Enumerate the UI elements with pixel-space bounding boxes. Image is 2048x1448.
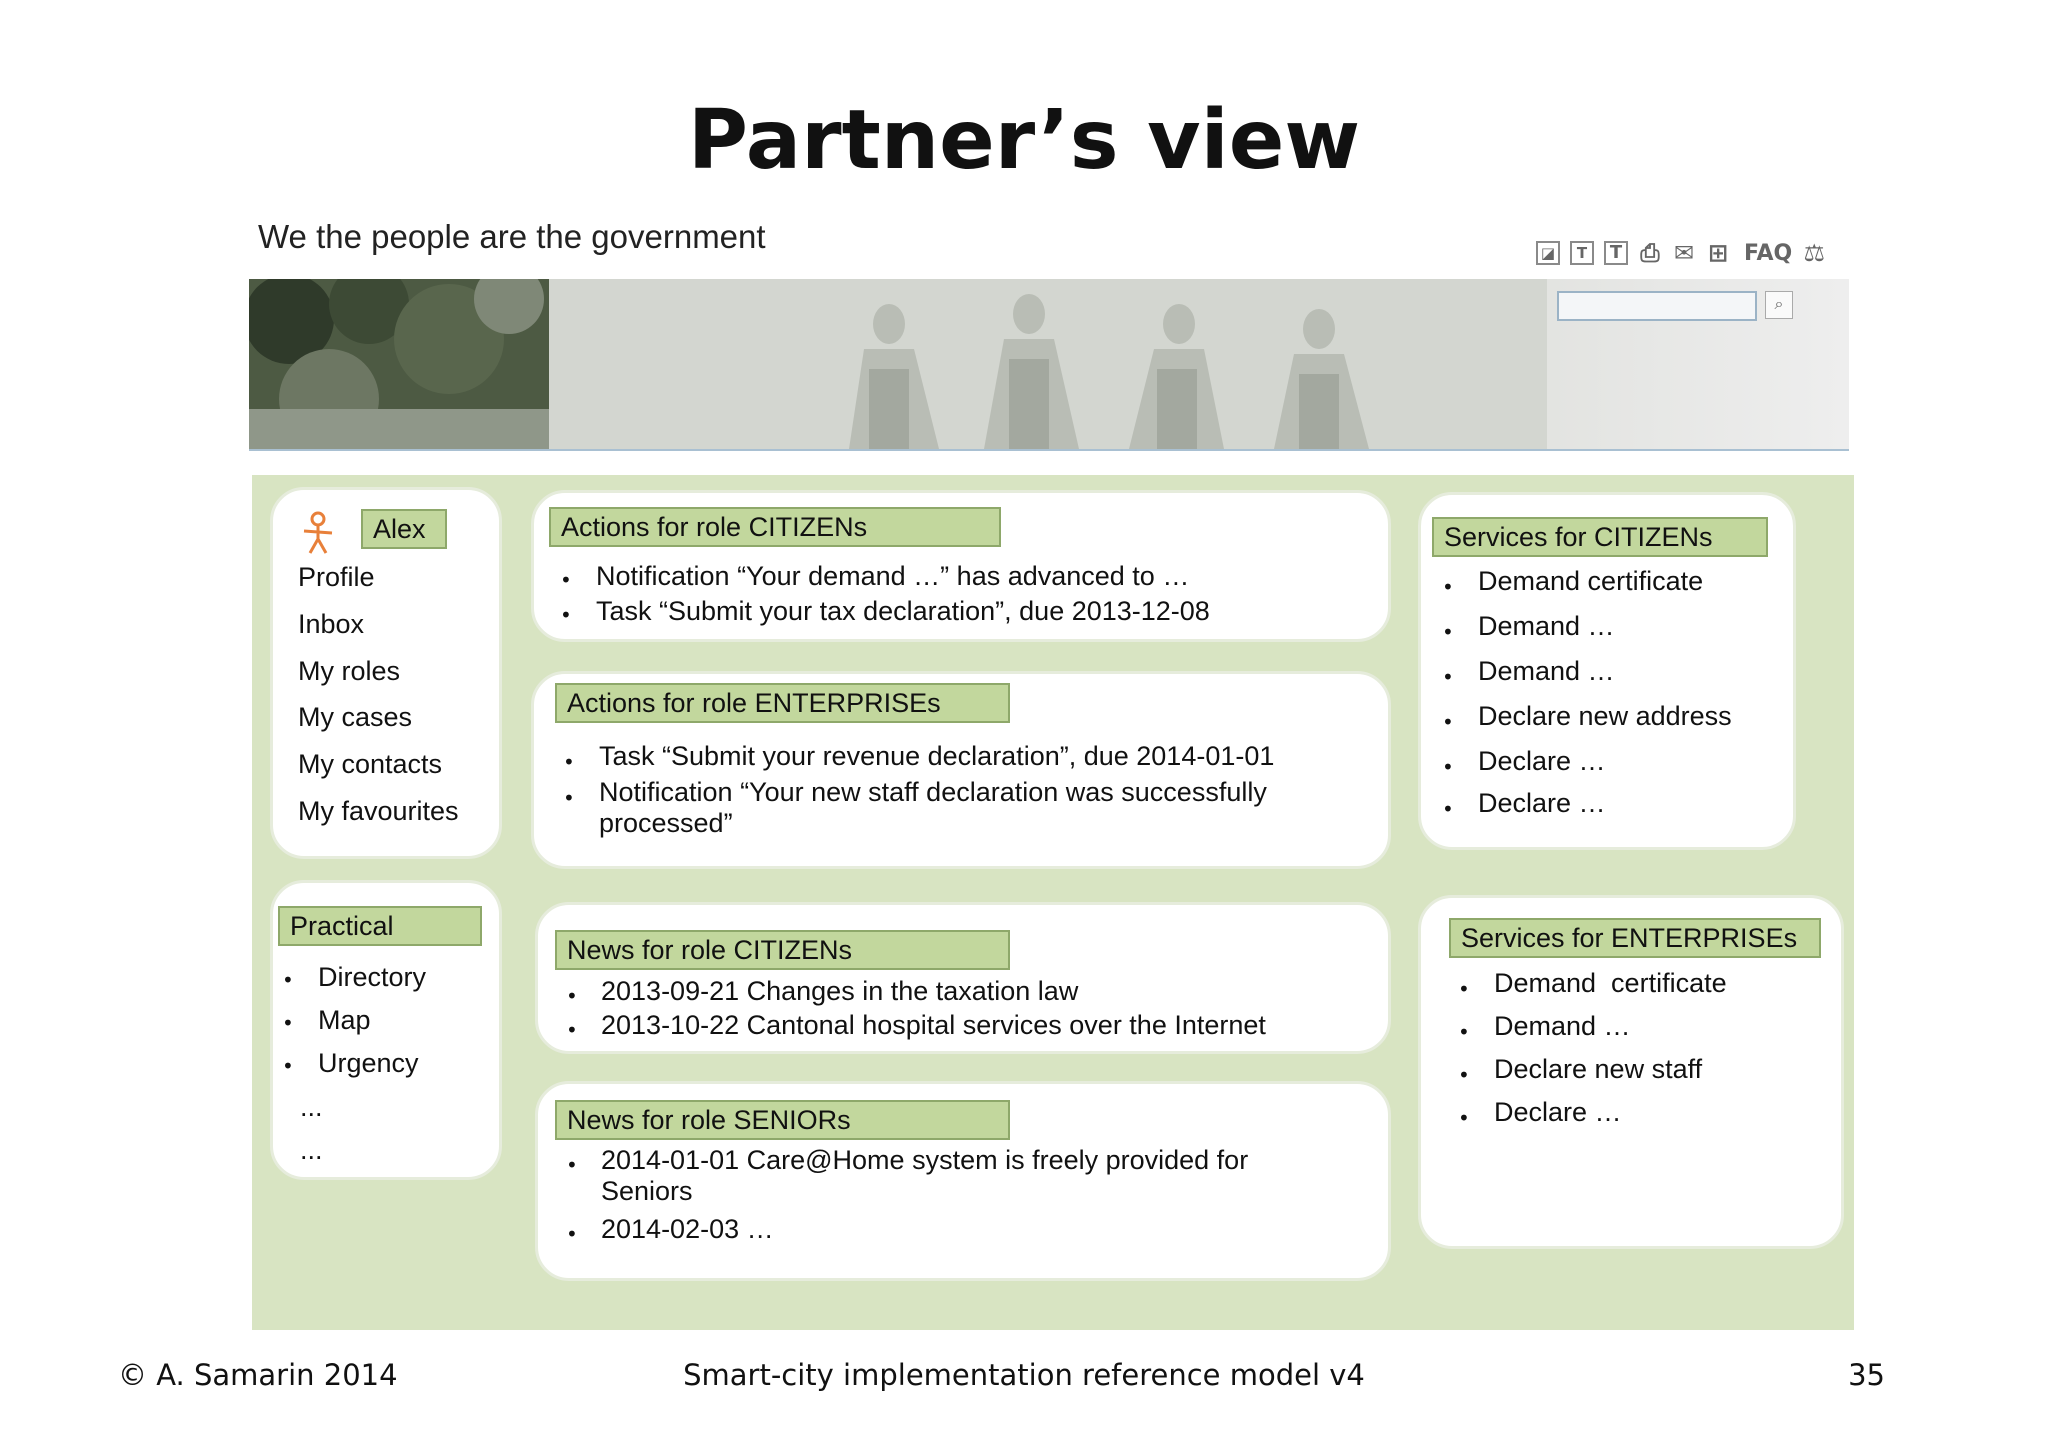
bullet: • xyxy=(1442,797,1454,821)
bullet: • xyxy=(560,603,572,627)
practical-urgency-link[interactable]: Urgency xyxy=(318,1048,419,1078)
footer-page-number: 35 xyxy=(1848,1358,1885,1392)
practical-directory-link[interactable]: Directory xyxy=(318,962,427,992)
footer-copyright: © A. Samarin 2014 xyxy=(118,1358,398,1392)
bullet: • xyxy=(1442,620,1454,644)
service-link[interactable]: Demand … xyxy=(1478,611,1615,641)
service-link[interactable]: Demand certificate xyxy=(1494,968,1727,998)
service-link[interactable]: Declare … xyxy=(1494,1097,1622,1127)
action-item[interactable]: Task “Submit your tax declaration”, due 2013-12-08 xyxy=(596,596,1210,626)
header-banner xyxy=(249,279,1849,451)
bullet: • xyxy=(1442,665,1454,689)
practical-more: ... xyxy=(300,1092,323,1122)
news-item[interactable]: 2014-01-01 Care@Home system is freely provided for xyxy=(601,1145,1249,1175)
bullet: • xyxy=(1458,1106,1470,1130)
faq-link[interactable]: FAQ xyxy=(1744,240,1793,266)
practical-more: ... xyxy=(300,1135,323,1165)
nav-my-favourites[interactable]: My favourites xyxy=(298,796,459,826)
accessibility-icon[interactable]: ⚖ xyxy=(1803,239,1825,267)
service-link[interactable]: Declare new staff xyxy=(1494,1054,1703,1084)
footer-presentation-title: Smart-city implementation reference model v4 xyxy=(683,1358,1365,1392)
action-item[interactable]: Notification “Your new staff declaration was successfully xyxy=(599,777,1267,807)
news-item[interactable]: 2014-02-03 … xyxy=(601,1214,774,1244)
service-link[interactable]: Declare … xyxy=(1478,788,1606,818)
sitemap-icon[interactable]: ⊞ xyxy=(1707,239,1729,267)
news-item-continuation: Seniors xyxy=(601,1176,693,1206)
bullet: • xyxy=(1442,755,1454,779)
bullet: • xyxy=(1458,1020,1470,1044)
bullet: • xyxy=(566,1018,578,1042)
action-item[interactable]: Notification “Your demand …” has advanced to … xyxy=(596,561,1190,591)
news-item[interactable]: 2013-10-22 Cantonal hospital services over the Internet xyxy=(601,1010,1266,1040)
nav-profile[interactable]: Profile xyxy=(298,562,375,592)
nav-my-cases[interactable]: My cases xyxy=(298,702,413,732)
search-icon[interactable]: ⌕ xyxy=(1765,291,1793,319)
reformation-wall-photo xyxy=(249,279,1547,449)
bullet: • xyxy=(282,1054,294,1078)
bullet: • xyxy=(1458,1063,1470,1087)
service-link[interactable]: Demand … xyxy=(1478,656,1615,686)
user-name-label: Alex xyxy=(361,509,447,549)
user-icon xyxy=(296,511,340,555)
news-seniors-title: News for role SENIORs xyxy=(555,1100,1010,1140)
service-link[interactable]: Declare … xyxy=(1478,746,1606,776)
bullet: • xyxy=(282,1011,294,1035)
portal-tagline: We the people are the government xyxy=(258,218,766,255)
bullet: • xyxy=(1442,575,1454,599)
bullet: • xyxy=(566,1153,578,1177)
news-item[interactable]: 2013-09-21 Changes in the taxation law xyxy=(601,976,1079,1006)
bullet: • xyxy=(563,750,575,774)
practical-title: Practical xyxy=(278,906,482,946)
bullet: • xyxy=(566,984,578,1008)
news-citizens-title: News for role CITIZENs xyxy=(555,930,1010,970)
bullet: • xyxy=(1442,710,1454,734)
services-enterprises-title: Services for ENTERPRISEs xyxy=(1449,918,1821,958)
print-icon[interactable]: ⎙ xyxy=(1640,239,1660,267)
service-link[interactable]: Demand certificate xyxy=(1478,566,1704,596)
nav-my-roles[interactable]: My roles xyxy=(298,656,401,686)
bullet: • xyxy=(560,568,572,592)
bullet: • xyxy=(282,968,294,992)
action-item-continuation: processed” xyxy=(599,808,733,838)
text-larger-icon[interactable]: T xyxy=(1604,241,1628,265)
bullet: • xyxy=(1458,977,1470,1001)
text-smaller-icon[interactable]: T xyxy=(1570,241,1594,265)
email-icon[interactable]: ✉ xyxy=(1673,239,1695,267)
actions-enterprises-title: Actions for role ENTERPRISEs xyxy=(555,683,1010,723)
search-input[interactable] xyxy=(1557,291,1757,321)
action-item[interactable]: Task “Submit your revenue declaration”, due 2014-01-01 xyxy=(599,741,1275,771)
services-citizens-title: Services for CITIZENs xyxy=(1432,517,1768,557)
practical-map-link[interactable]: Map xyxy=(318,1005,371,1035)
nav-my-contacts[interactable]: My contacts xyxy=(298,749,443,779)
nav-inbox[interactable]: Inbox xyxy=(298,609,365,639)
portal-toolbar xyxy=(1536,236,1826,270)
actions-citizens-title: Actions for role CITIZENs xyxy=(549,507,1001,547)
service-link[interactable]: Demand … xyxy=(1494,1011,1631,1041)
bullet: • xyxy=(563,786,575,810)
contrast-icon[interactable]: ◪ xyxy=(1536,241,1560,265)
slide-title: Partner’s view xyxy=(687,93,1361,188)
bullet: • xyxy=(566,1222,578,1246)
service-link[interactable]: Declare new address xyxy=(1478,701,1732,731)
